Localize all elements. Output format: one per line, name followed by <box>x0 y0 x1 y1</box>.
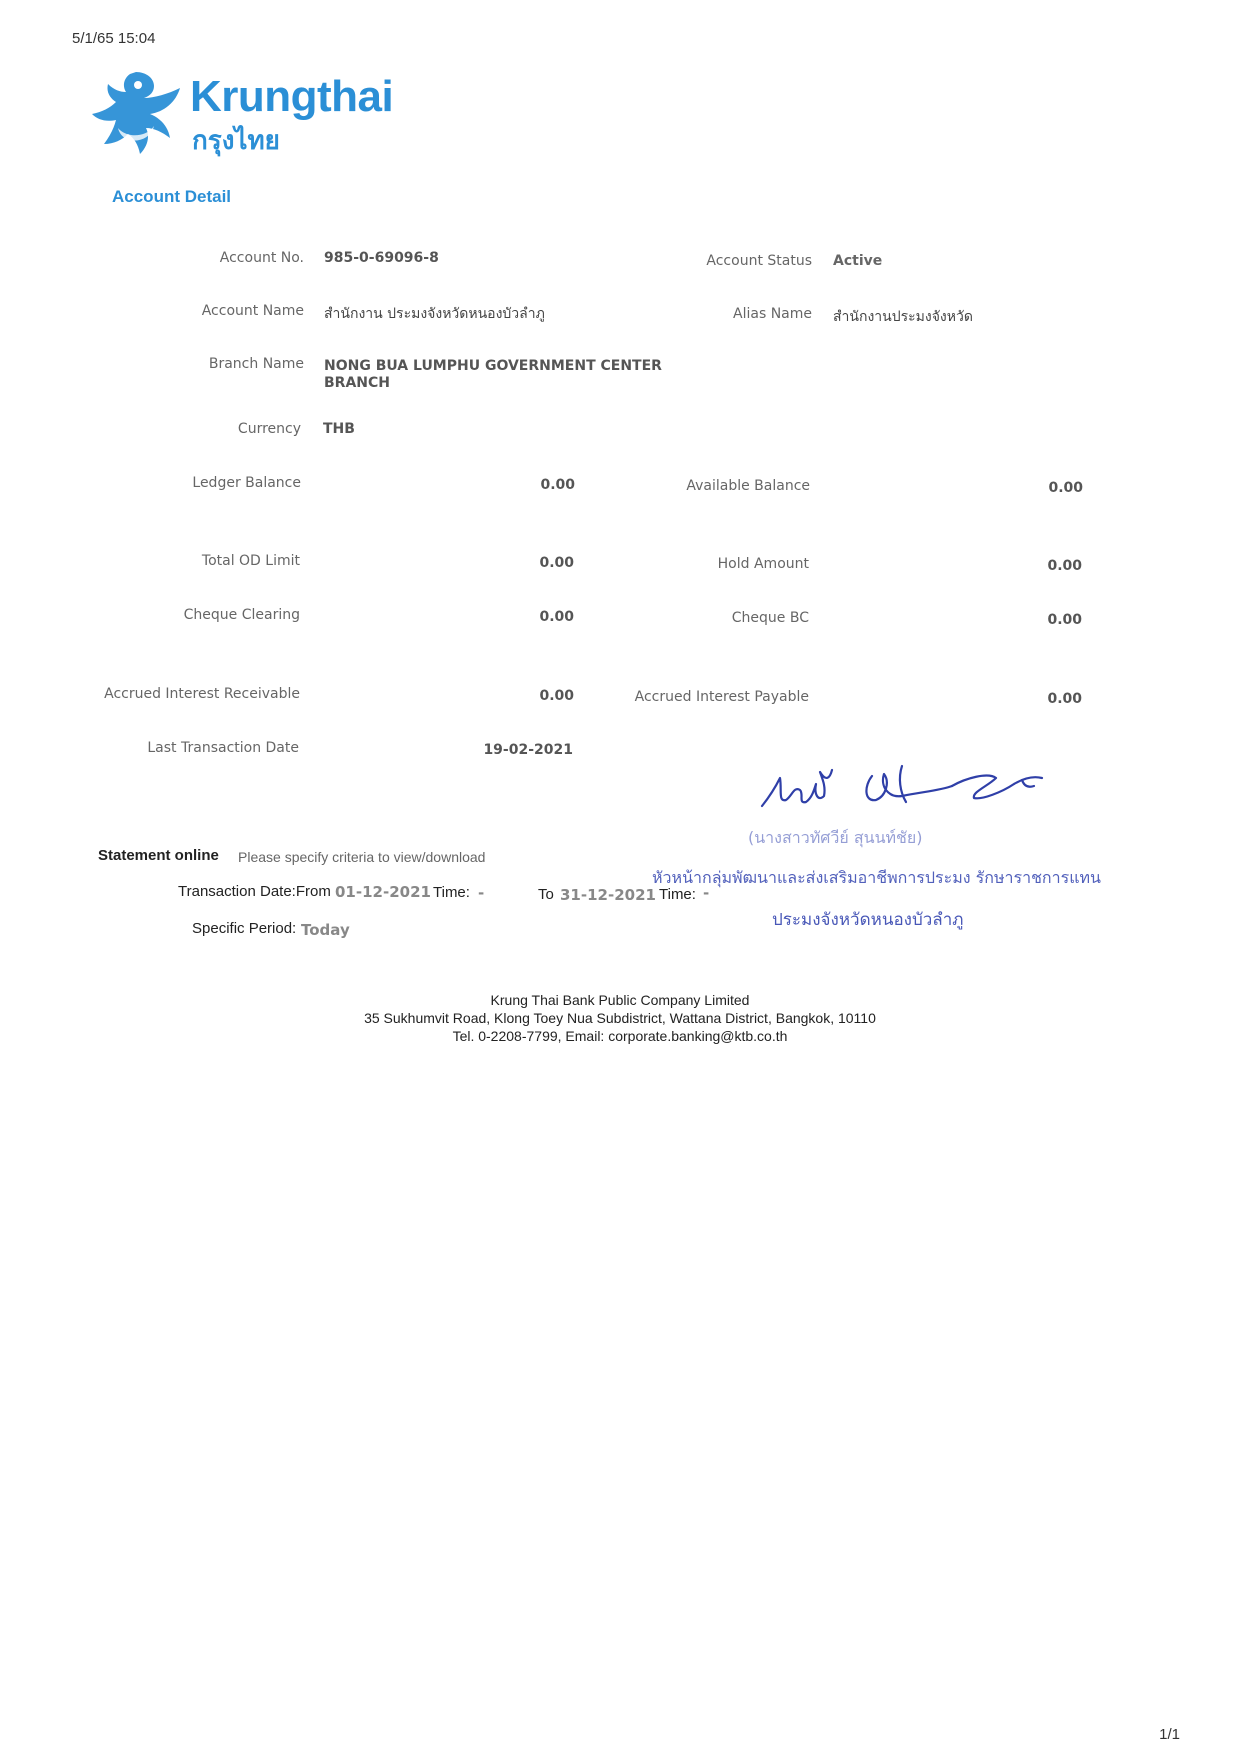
to-time-label: Time: <box>659 886 696 903</box>
footer-contact: Tel. 0-2208-7799, Email: corporate.banking@ktb.co.th <box>452 1028 788 1044</box>
ledger-balance-value: 0.00 <box>540 477 575 493</box>
stamp-signer-name: (นางสาวทัศวีย์ สุนนท์ชัย) <box>748 828 923 847</box>
accrued-interest-receivable-label: Accrued Interest Receivable <box>104 686 300 702</box>
brand-name-th: กรุงไทย <box>192 125 280 155</box>
accrued-interest-payable-label: Accrued Interest Payable <box>634 689 809 705</box>
krungthai-bird-logo <box>88 68 184 158</box>
branch-name-label: Branch Name <box>208 356 304 372</box>
account-name-value: สำนักงาน ประมงจังหวัดหนองบัวลำภู <box>324 306 545 322</box>
from-time-label: Time: <box>433 884 470 901</box>
hold-amount-label: Hold Amount <box>717 556 809 572</box>
branch-name-line2: BRANCH <box>324 375 390 391</box>
accrued-interest-receivable-value: 0.00 <box>539 688 574 704</box>
available-balance-value: 0.00 <box>1048 480 1083 496</box>
currency-value: THB <box>323 421 355 437</box>
accrued-interest-payable-value: 0.00 <box>1047 691 1082 707</box>
transaction-date-from-label: Transaction Date:From <box>178 883 331 900</box>
footer-address: 35 Sukhumvit Road, Klong Toey Nua Subdistrict, Wattana District, Bangkok, 10110 <box>364 1010 876 1026</box>
page-number: 1/1 <box>1159 1726 1180 1743</box>
cheque-bc-label: Cheque BC <box>731 610 809 626</box>
currency-label: Currency <box>237 421 301 437</box>
account-status-label: Account Status <box>706 253 812 269</box>
account-no-value: 985-0-69096-8 <box>324 250 439 266</box>
to-date-value[interactable]: 31-12-2021 <box>560 886 656 904</box>
hold-amount-value: 0.00 <box>1047 558 1082 574</box>
to-date-label: To <box>538 886 554 903</box>
ledger-balance-label: Ledger Balance <box>192 475 301 491</box>
cheque-clearing-label: Cheque Clearing <box>183 607 300 623</box>
specific-period-label: Specific Period: <box>192 920 297 937</box>
cheque-clearing-value: 0.00 <box>539 609 574 625</box>
total-od-limit-label: Total OD Limit <box>201 553 300 569</box>
cheque-bc-value: 0.00 <box>1047 612 1082 628</box>
specific-period-value[interactable]: Today <box>301 921 350 939</box>
account-name-label: Account Name <box>201 303 304 319</box>
available-balance-label: Available Balance <box>686 478 810 494</box>
stamp-title-line2: ประมงจังหวัดหนองบัวลำภู <box>772 910 964 930</box>
statement-online-title: Statement online <box>98 847 219 864</box>
to-time-value[interactable]: - <box>703 884 710 902</box>
from-time-value[interactable]: - <box>478 884 485 902</box>
brand-name-en: Krungthai <box>190 72 394 121</box>
footer-company: Krung Thai Bank Public Company Limited <box>490 992 750 1008</box>
handwritten-signature <box>752 756 1062 826</box>
print-timestamp: 5/1/65 15:04 <box>72 30 156 47</box>
total-od-limit-value: 0.00 <box>539 555 574 571</box>
statement-online-hint: Please specify criteria to view/download <box>238 849 486 865</box>
last-transaction-date-label: Last Transaction Date <box>147 740 299 756</box>
stamp-title-line1: หัวหน้ากลุ่มพัฒนาและส่งเสริมอาชีพการประมง รักษาราชการแทน <box>652 868 1101 887</box>
section-title: Account Detail <box>112 187 232 206</box>
last-transaction-date-value: 19-02-2021 <box>483 742 573 758</box>
account-status-value: Active <box>833 253 883 269</box>
branch-name-line1: NONG BUA LUMPHU GOVERNMENT CENTER <box>324 358 662 374</box>
account-no-label: Account No. <box>219 250 304 266</box>
alias-name-label: Alias Name <box>733 306 812 322</box>
alias-name-value: สำนักงานประมงจังหวัด <box>833 309 973 325</box>
from-date-value[interactable]: 01-12-2021 <box>335 883 431 901</box>
